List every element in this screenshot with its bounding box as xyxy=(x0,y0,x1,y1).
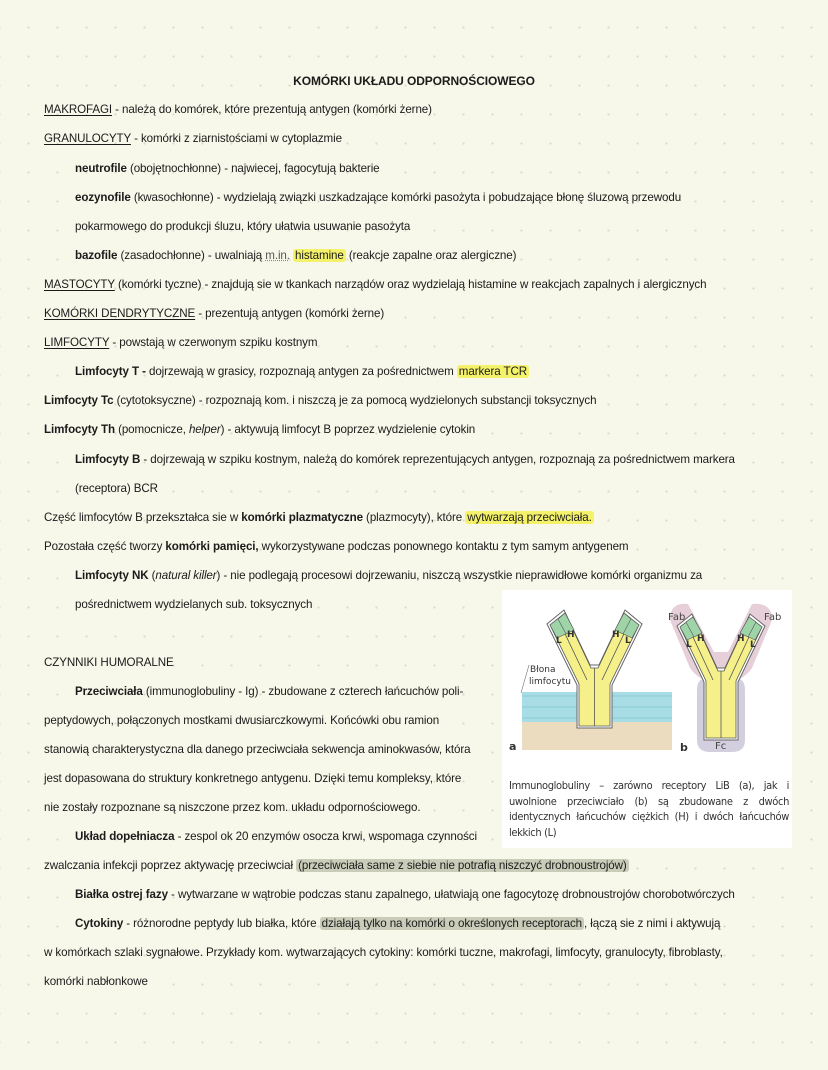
term-bialka-ostrej-fazy: Białka ostrej fazy xyxy=(75,888,168,901)
term-limfocyty: LIMFOCYTY xyxy=(44,336,110,349)
text: Część limfocytów B przekształca sie w xyxy=(44,511,242,524)
text: - wytwarzane w wątrobie podczas stanu zapalnego, ułatwiają one fagocytozę drobnoustrojów chorobotwórczych xyxy=(167,888,735,901)
text: (reakcje zapalne oraz alergiczne) xyxy=(345,249,517,262)
svg-text:L: L xyxy=(750,640,756,650)
term-mastocyty: MASTOCYTY xyxy=(44,278,115,291)
page-title: KOMÓRKI UKŁADU ODPORNOŚCIOWEGO xyxy=(293,74,535,88)
highlight-przeciwciala: wytwarzają przeciwciała. xyxy=(467,511,592,524)
line-przeciwciala-3: stanowią charakterystyczna dla danego przeciwciała sekwencja aminokwasów, która xyxy=(44,743,471,756)
membrane-label: limfocytu xyxy=(529,677,571,687)
term-limfocyty-tc: Limfocyty Tc xyxy=(44,394,114,407)
section-heading-humoralne: CZYNNIKI HUMORALNE xyxy=(44,656,174,669)
term-limfocyty-b: Limfocyty B xyxy=(75,453,141,466)
highlight-histamine: histamine xyxy=(295,249,344,262)
text: ) - nie podlegają procesowi dojrzewaniu, niszczą wszystkie nieprawidłowe komórki organizmu za xyxy=(216,569,703,582)
term-neutrofile: neutrofile xyxy=(75,162,127,175)
text: - komórki z ziarnistościami w cytoplazmie xyxy=(130,132,342,145)
text: (immunoglobuliny - Ig) - zbudowane z czterech łańcuchów poli- xyxy=(142,685,464,698)
line-granulocyty xyxy=(44,131,342,147)
line-pamieci xyxy=(44,539,628,555)
text: (pomocnicze, xyxy=(114,423,189,436)
fab-label-right: Fab xyxy=(764,612,782,623)
svg-text:H: H xyxy=(612,630,620,640)
highlight-receptory: działają tylko na komórki o określonych receptorach xyxy=(321,917,583,930)
text: - prezentują antygen (komórki żerne) xyxy=(195,307,385,320)
text: wykorzystywane podczas ponownego kontaktu z tym samym antygenem xyxy=(258,540,629,553)
term-dendrytyczne: KOMÓRKI DENDRYTYCZNE xyxy=(44,307,196,320)
line-makrofagi xyxy=(44,102,432,118)
line-neutrofile xyxy=(75,161,380,177)
highlight-tcr: markera TCR xyxy=(458,365,528,378)
text: - dojrzewają w szpiku kostnym, należą do komórek reprezentujących antygen, rozpoznają za pośrednictwem markera xyxy=(140,453,735,466)
line-cytokiny xyxy=(75,916,720,932)
line-limfocyty-tc xyxy=(44,393,596,409)
text: (cytotoksyczne) - rozpoznają kom. i niszczą je za pomocą wydzielonych substancji toksycznych xyxy=(113,394,597,407)
line-limfocyty xyxy=(44,335,317,351)
text: (obojętnochłonne) - najwiecej, fagocytują bakterie xyxy=(126,162,380,175)
svg-text:H: H xyxy=(697,634,705,644)
text: (kwasochłonne) - wydzielają związki uszkadzające komórki pasożyta i pobudzające błonę śluzową przewodu xyxy=(130,191,682,204)
line-eozynofile xyxy=(75,190,681,206)
line-przeciwciala xyxy=(75,684,463,700)
term-komorki-plazmatyczne: komórki plazmatyczne xyxy=(241,511,363,524)
text: (plazmocyty), które xyxy=(362,511,466,524)
svg-text:H: H xyxy=(737,634,745,644)
svg-text:L: L xyxy=(686,640,692,650)
membrane-label: Błona xyxy=(530,665,556,675)
immunoglobulin-figure xyxy=(502,590,792,848)
antibody-diagram xyxy=(502,590,792,775)
text: (komórki tyczne) - znajdują sie w tkankach narządów oraz wydzielają histamine w reakcjach zapalnych i alergicznych xyxy=(114,278,707,291)
text: - należą do komórek, które prezentują antygen (komórki żerne) xyxy=(112,103,432,116)
term-bazofile: bazofile xyxy=(75,249,118,262)
text: , łączą sie z nimi i aktywują xyxy=(584,917,721,930)
term-limfocyty-t: Limfocyty T - xyxy=(75,365,146,378)
line-limfocyty-t xyxy=(75,364,529,380)
line-bialka-ostrej-fazy xyxy=(75,887,735,903)
text: (zasadochłonne) - uwalniają xyxy=(117,249,266,262)
italic-helper: helper xyxy=(188,423,221,436)
svg-text:H: H xyxy=(567,630,575,640)
line-cytokiny-2: w komórkach szlaki sygnałowe. Przykłady kom. wytwarzających cytokiny: komórki tuczne, makrofagi, limfocyty, granulocyty, fibroblasty, xyxy=(44,946,723,959)
line-dopelniacz-cont xyxy=(44,858,629,874)
text: zwalczania infekcji poprzez aktywację przeciwciał xyxy=(44,859,297,872)
line-cytokiny-3: komórki nabłonkowe xyxy=(44,975,148,988)
italic-natural-killer: natural killer xyxy=(155,569,217,582)
fc-label: Fc xyxy=(715,741,727,752)
line-mastocyty xyxy=(44,277,706,293)
fab-label-left: Fab xyxy=(668,612,686,623)
term-granulocyty: GRANULOCYTY xyxy=(44,132,131,145)
term-uklad-dopelniacza: Układ dopełniacza xyxy=(75,830,175,843)
text: - różnorodne peptydy lub białka, które xyxy=(123,917,320,930)
term-przeciwciala: Przeciwciała xyxy=(75,685,143,698)
text: ( xyxy=(148,569,156,582)
line-limfocyty-nk-cont: pośrednictwem wydzielanych sub. toksycznych xyxy=(75,598,313,611)
highlight-drobnoustroje: (przeciwciała same z siebie nie potrafią niszczyć drobnoustrojów) xyxy=(298,859,627,872)
term-komorki-pamieci: komórki pamięci, xyxy=(165,540,259,553)
line-przeciwciala-5: nie zostały rozpoznane są niszczone przez kom. układu odpornościowego. xyxy=(44,801,421,814)
svg-text:L: L xyxy=(625,636,631,646)
antibody-b xyxy=(670,604,772,752)
term-limfocyty-th: Limfocyty Th xyxy=(44,423,115,436)
abbr-min: m.in. xyxy=(265,249,290,262)
panel-a-label: a xyxy=(509,740,517,753)
line-przeciwciala-4: jest dopasowana do struktury konkretnego antygenu. Dzięki temu kompleksy, które xyxy=(44,772,462,785)
line-limfocyty-nk xyxy=(75,568,702,584)
panel-b-label: b xyxy=(680,741,688,754)
line-dendrytyczne xyxy=(44,306,384,322)
text: ) - aktywują limfocyt B poprzez wydzielenie cytokin xyxy=(220,423,476,436)
line-przeciwciala-2: peptydowych, połączonych mostkami dwusiarczkowymi. Końcówki obu ramion xyxy=(44,714,440,727)
term-limfocyty-nk: Limfocyty NK xyxy=(75,569,149,582)
text: - powstają w czerwonym szpiku kostnym xyxy=(109,336,318,349)
term-cytokiny: Cytokiny xyxy=(75,917,124,930)
figure-caption: Immunoglobuliny – zarówno receptory LiB (a), jak i uwolnione przeciwciało (b) są zbudowane z dwóch identycznych łańcuchów ciężkich (H) i dwóch łańcuchów lekkich (L) xyxy=(509,779,789,839)
svg-text:L: L xyxy=(556,636,562,646)
term-eozynofile: eozynofile xyxy=(75,191,131,204)
line-eozynofile-cont: pokarmowego do produkcji śluzu, który ułatwia usuwanie pasożyta xyxy=(75,220,411,233)
line-bazofile xyxy=(75,248,516,264)
line-limfocyty-th xyxy=(44,422,475,438)
text: dojrzewają w grasicy, rozpoznają antygen za pośrednictwem xyxy=(145,365,457,378)
line-limfocyty-b-cont: (receptora) BCR xyxy=(75,482,158,495)
line-plazmatyczne xyxy=(44,510,594,526)
text: Pozostała część tworzy xyxy=(44,540,166,553)
line-limfocyty-b xyxy=(75,452,735,468)
line-dopelniacz xyxy=(75,829,477,845)
text: - zespol ok 20 enzymów osocza krwi, wspomaga czynności xyxy=(174,830,477,843)
term-makrofagi: MAKROFAGI xyxy=(44,103,113,116)
